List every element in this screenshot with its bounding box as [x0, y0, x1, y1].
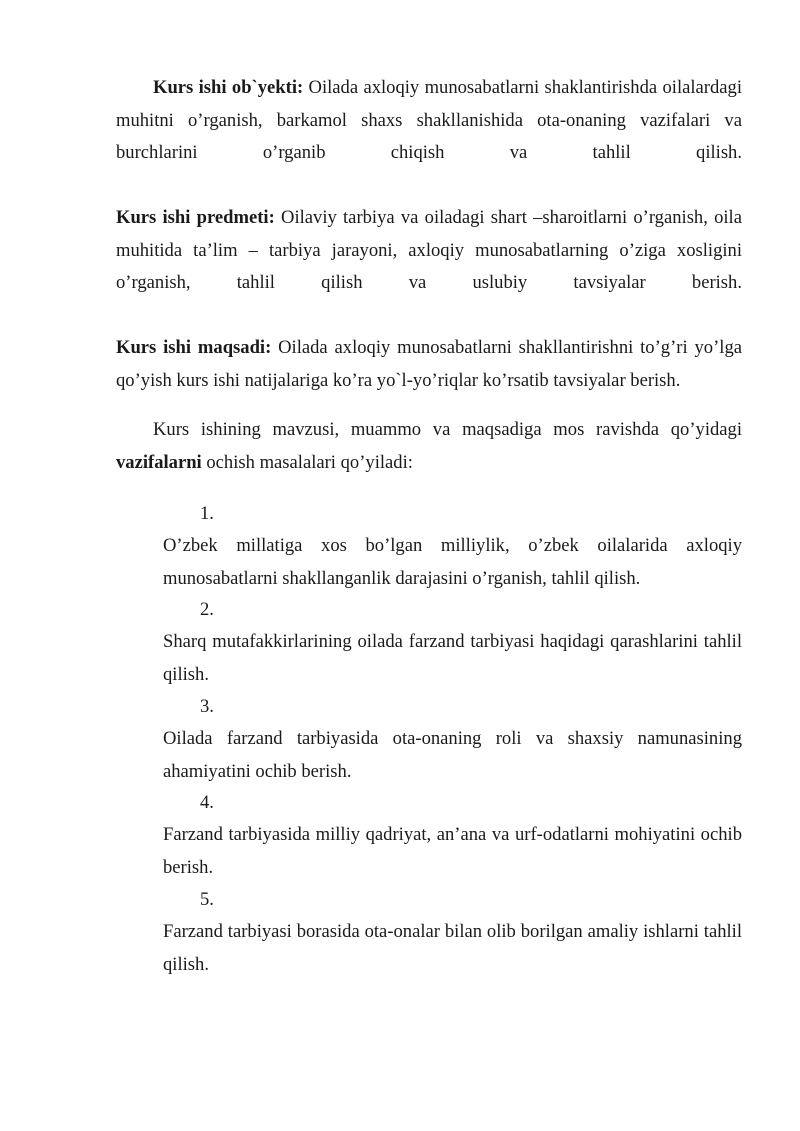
object-text: Oilada axloqiy munosabatlarni shaklantirishda oilalardagi muhitni o’rganish, barkamol shaxs shakllanishida ota-onaning vazifalari va burchlarini o’rganib chiqish va tahlil qilish.: [116, 77, 742, 163]
task-text: Sharq mutafakkirlarining oilada farzand tarbiyasi haqidagi qarashlarini tahlil qilish.: [163, 631, 742, 685]
task-text: Farzand tarbiyasida milliy qadriyat, an’ana va urf-odatlarni mohiyatini ochib berish.: [163, 824, 742, 878]
task-number: 1.: [200, 503, 214, 524]
tasks-intro-before: Kurs ishining mavzusi, muammo va maqsadiga mos ravishda qo’yidagi: [153, 419, 742, 440]
task-number: 2.: [200, 599, 214, 620]
tasks-intro-after: ochish masalalari qo’yiladi:: [201, 451, 413, 473]
subject-label: Kurs ishi predmeti:: [116, 207, 275, 228]
tasks-intro-paragraph: [116, 414, 742, 479]
subject-paragraph: [116, 202, 742, 300]
task-number: 5.: [200, 889, 214, 910]
task-text: Oilada farzand tarbiyasida ota-onaning roli va shaxsiy namunasining ahamiyatini ochib berish.: [163, 728, 742, 782]
object-label: Kurs ishi ob`yekti:: [153, 77, 304, 98]
task-number: 3.: [200, 696, 214, 717]
goal-text: Oilada axloqiy munosabatlarni shakllantirishni to’g’ri yo’lga qo’yish kurs ishi natijalariga ko’ra yo`l-yo’riqlar ko’rsatib tavsiyalar berish.: [116, 337, 742, 391]
goal-label: Kurs ishi maqsadi:: [116, 337, 272, 358]
tasks-intro-bold: vazifalarni: [116, 451, 202, 473]
task-text: Farzand tarbiyasi borasida ota-onalar bilan olib borilgan amaliy ishlarni tahlil qilish.: [163, 921, 742, 975]
goal-paragraph: [116, 332, 742, 397]
task-text: O’zbek millatiga xos bo’lgan milliylik, o’zbek oilalarida axloqiy munosabatlarni shakllanganlik darajasini o’rganish, tahlil qilish.: [163, 535, 742, 589]
task-number: 4.: [200, 792, 214, 813]
subject-text: Oilaviy tarbiya va oiladagi shart –sharoitlarni o’rganish, oila muhitida ta’lim – tarbiya jarayoni, axloqiy munosabatlarning o’ziga xosligini o’rganish, tahlil qilish va uslubiy tavsiyalar berish.: [116, 207, 742, 293]
object-paragraph: [116, 72, 742, 170]
